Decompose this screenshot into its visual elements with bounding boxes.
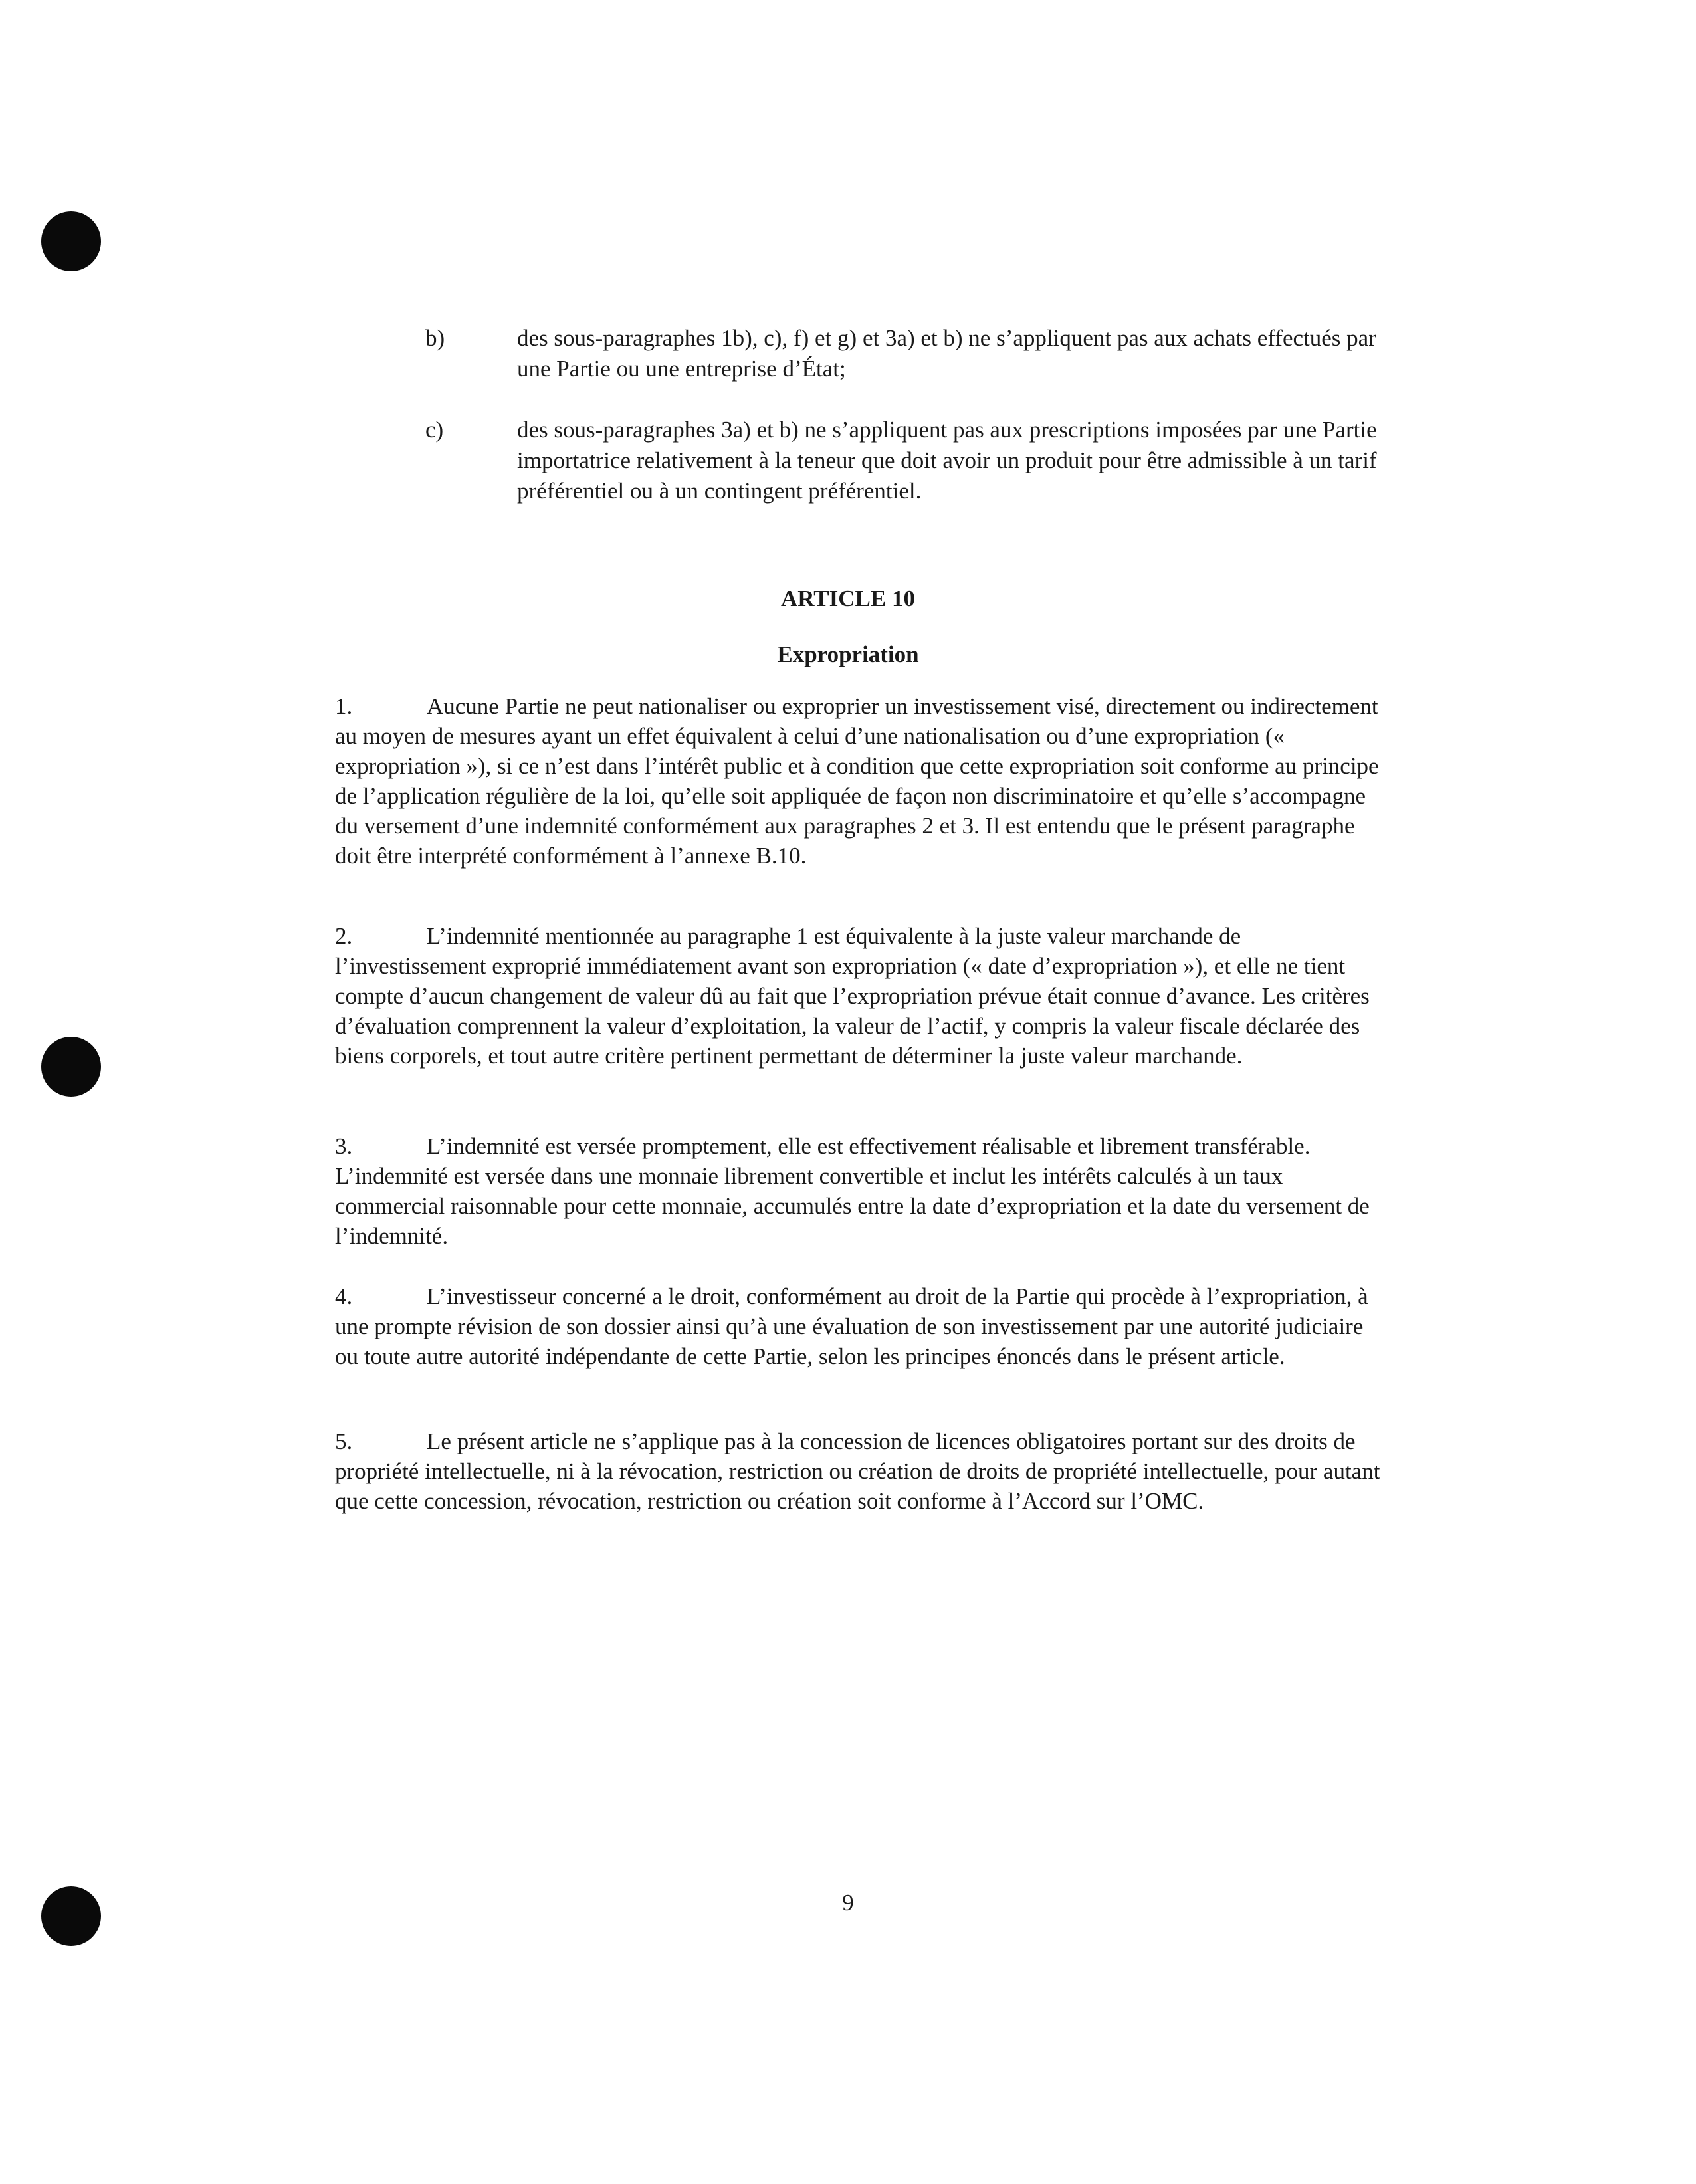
paragraph — [335, 1426, 1385, 1516]
page-number: 9 — [842, 1890, 854, 1915]
list-item — [425, 415, 1382, 506]
paragraph-text: L’investisseur concerné a le droit, conformément au droit de la Partie qui procède à l’expropriation, à une prompte révision de son dossier ainsi qu’à une évaluation de son investissement par une autorité judiciaire ou toute autre autorité indépendante de cette Partie, selon les principes énoncés dans le présent article. — [335, 1283, 1368, 1369]
binder-hole — [41, 1037, 101, 1097]
list-item-text: des sous-paragraphes 1b), c), f) et g) et 3a) et b) ne s’appliquent pas aux achats effectués par une Partie ou une entreprise d’État; — [517, 325, 1376, 382]
paragraph-text: Le présent article ne s’applique pas à la concession de licences obligatoires portant sur des droits de propriété intellectuelle, ni à la révocation, restriction ou création de droits de propriété intellectuelle, pour autant que cette concession, révocation, restriction ou création soit conforme à l’Accord sur l’OMC. — [335, 1428, 1380, 1514]
paragraph-text: L’indemnité est versée promptement, elle est effectivement réalisable et librement transférable. L’indemnité est versée dans une monnaie librement convertible et inclut les intérêts calculés à un taux commercial raisonnable pour cette monnaie, accumulés entre la date d’expropriation et la date du versement de l’indemnité. — [335, 1133, 1370, 1249]
paragraph — [335, 1281, 1385, 1371]
list-item-text: des sous-paragraphes 3a) et b) ne s’appliquent pas aux prescriptions imposées par une Partie importatrice relativement à la teneur que doit avoir un produit pour être admissible à un tarif préférentiel ou à un contingent préférentiel. — [517, 417, 1377, 504]
paragraph-number: 1. — [335, 693, 353, 719]
paragraph — [335, 691, 1385, 871]
paragraph-number: 4. — [335, 1283, 353, 1309]
list-marker: c) — [425, 417, 444, 443]
binder-hole — [41, 211, 101, 271]
paragraph-text: Aucune Partie ne peut nationaliser ou exproprier un investissement visé, directement ou indirectement au moyen de mesures ayant un effet équivalent à celui d’une nationalisation ou d’une expropriation (« expropriation »), si ce n’est dans l’intérêt public et à condition que cette expropriation soit conforme au principe de l’application régulière de la loi, qu’elle soit appliquée de façon non discriminatoire et qu’elle s’accompagne du versement d’une indemnité conformément aux paragraphes 2 et 3. Il est entendu que le présent paragraphe doit être interprété conformément à l’annexe B.10. — [335, 693, 1379, 869]
list-item — [425, 323, 1382, 384]
paragraph-number: 5. — [335, 1428, 353, 1454]
list-marker: b) — [425, 325, 445, 351]
article-subtitle: Expropriation — [777, 641, 919, 667]
paragraph-text: L’indemnité mentionnée au paragraphe 1 est équivalente à la juste valeur marchande de l’investissement exproprié immédiatement avant son expropriation (« date d’expropriation »), et elle ne tient compte d’aucun changement de valeur dû au fait que l’expropriation prévue était connue d’avance. Les critères d’évaluation comprennent la valeur d’exploitation, la valeur de l’actif, y compris la valeur fiscale déclarée des biens corporels, et tout autre critère pertinent permettant de déterminer la juste valeur marchande. — [335, 923, 1370, 1069]
paragraph-number: 3. — [335, 1133, 353, 1159]
paragraph — [335, 1131, 1385, 1251]
paragraph-number: 2. — [335, 923, 353, 949]
article-title: ARTICLE 10 — [780, 586, 915, 611]
paragraph — [335, 921, 1385, 1071]
